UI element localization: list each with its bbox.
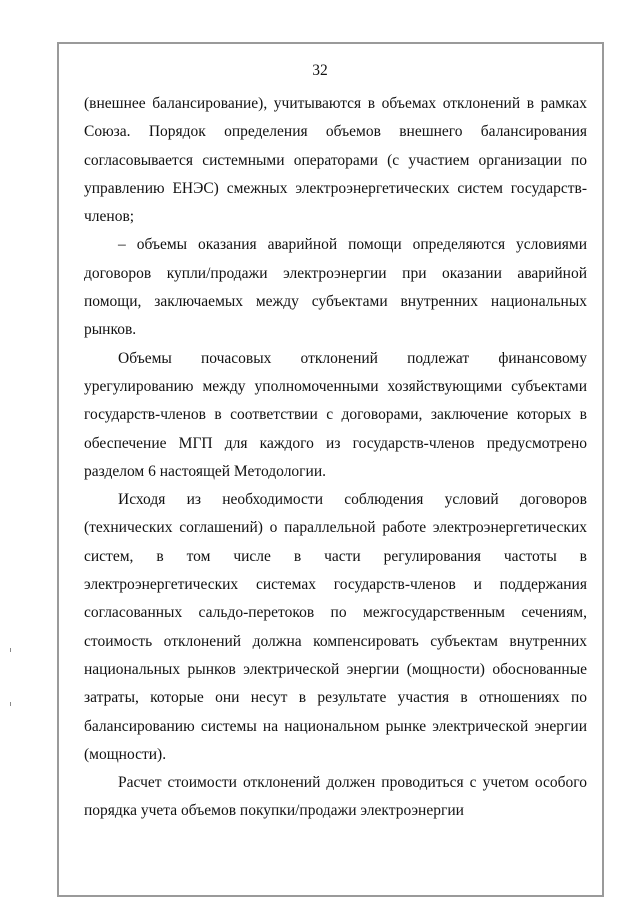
paragraph: (внешнее балансирование), учитываются в объемах отклонений в рамках Союза. Порядок определения объемов внешнего балансирования согласовывается системными операторами (с участием организации по управлению ЕНЭС) смежных электроэнергетических систем государств-членов; [84,95,587,226]
paragraph: Объемы почасовых отклонений подлежат финансовому урегулированию между уполномоченными хозяйствующими субъектами государств-членов в соответствии с договорами, заключение которых в обеспечение МГП для каждого из государств-членов предусмотрено разделом 6 настоящей Методологии. [84,349,587,480]
scan-artifact [10,648,11,652]
document-body [84,90,587,826]
page-number: 32 [312,62,328,79]
paragraph: Расчет стоимости отклонений должен проводиться с учетом особого порядка учета объемов покупки/продажи электроэнергии [84,774,587,820]
paragraph: – объемы оказания аварийной помощи определяются условиями договоров купли/продажи электроэнергии при оказании аварийной помощи, заключаемых между субъектами внутренних национальных рынков. [84,236,587,339]
scan-artifact [10,702,11,706]
paragraph: Исходя из необходимости соблюдения условий договоров (технических соглашений) о параллельной работе электроэнергетических систем, в том числе в части регулирования частоты в электроэнергетических системах государств-членов и поддержания согласованных сальдо-перетоков по межгосударственным сечениям, стоимость отклонений должна компенсировать субъектам внутренних национальных рынков электрической энергии (мощности) обоснованные затраты, которые они несут в результате участия в отношениях по балансированию системы на национальном рынке электрической энергии (мощности). [84,491,587,763]
